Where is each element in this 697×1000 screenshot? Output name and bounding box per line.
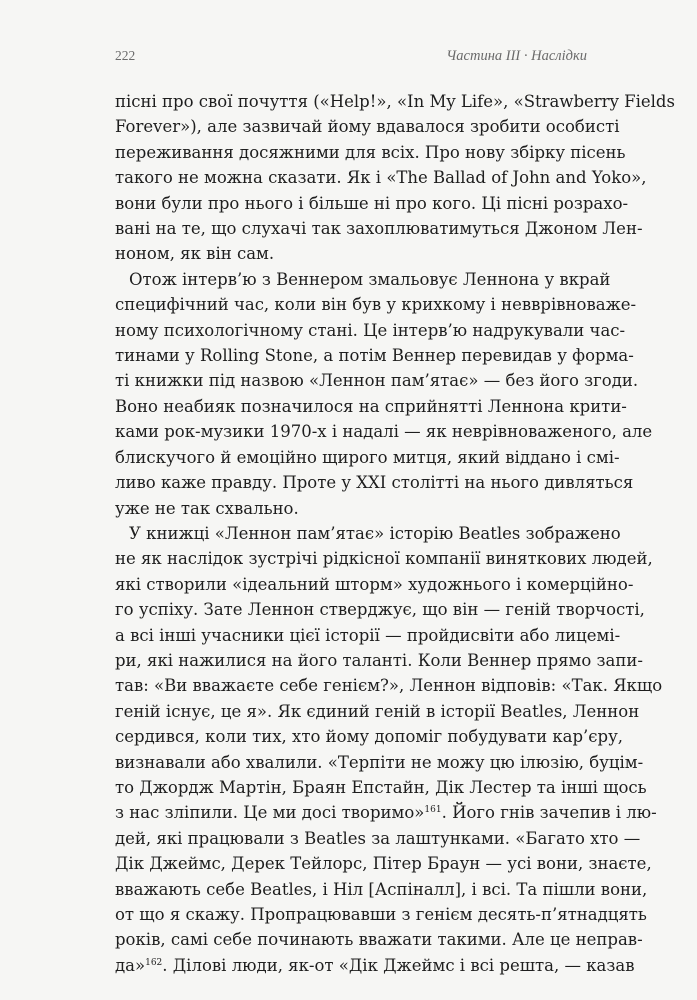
text-line: Дік Джеймс, Дерек Тейлорс, Пітер Браун — усі вони, знаєте, <box>115 854 652 874</box>
text-line: років, самі себе починають вважати такими. Але це неправ- <box>115 930 643 950</box>
text-line: сердився, коли тих, хто йому допоміг побудувати кар’єру, <box>115 727 624 747</box>
text-line: уже не так схвально. <box>115 498 299 518</box>
text-line: то Джордж Мартін, Браян Епстайн, Дік Лестер та інші щось <box>115 777 647 797</box>
text-fragment: . Ділові люди, як-от «Дік Джеймс і всі решта, — казав <box>162 955 635 975</box>
text-line: У книжці «Леннон пам’ятає» історію Beatles зображено <box>129 523 621 543</box>
text-line: геній існує, це я». Як єдиний геній в історії Beatles, Леннон <box>115 701 640 721</box>
text-line <box>115 800 657 825</box>
page-number: 222 <box>115 48 136 63</box>
text-line: от що я скажу. Пропрацювавши з генієм десять-п’ятнадцять <box>115 905 647 924</box>
text-line: Воно неабияк позначилося на сприйнятті Леннона крити- <box>115 396 627 416</box>
text-line: вони були про нього і більше ні про кого. Ці пісні розрахо- <box>115 193 629 213</box>
footnote-marker[interactable]: 161 <box>424 805 442 816</box>
page-header <box>115 48 587 65</box>
text-line: переживання досяжними для всіх. Про нову збірку пісень <box>115 142 626 162</box>
text-line: ті книжки під назвою «Леннон пам’ятає» — без його згоди. <box>115 371 639 391</box>
text-line: не як наслідок зустрічі рідкісної компанії виняткових людей, <box>115 549 653 569</box>
text-line: вважають себе Beatles, і Ніл [Аспіналл], і всі. Та пішли вони, <box>115 879 648 899</box>
text-line: тав: «Ви вважаєте себе генієм?», Леннон відповів: «Так. Якщо <box>115 676 663 696</box>
text-line: вані на те, що слухачі так захоплюватимуться Джоном Лен- <box>115 219 643 239</box>
text-line: пісні про свої почуття («Help!», «In My Life», «Strawberry Fields <box>115 92 675 111</box>
paragraph <box>115 267 653 521</box>
paragraph <box>115 521 663 978</box>
text-line <box>115 953 635 978</box>
text-line: ноном, як він сам. <box>115 244 275 264</box>
text-fragment: з нас зліпили. Це ми досі творимо» <box>115 803 425 823</box>
body-text <box>115 89 675 978</box>
text-line: які створили «ідеальний шторм» художнього і комерційно- <box>115 574 634 594</box>
text-line: дей, які працювали з Beatles за лаштунками. «Багато хто — <box>115 828 641 848</box>
text-line: ному психологічному стані. Це інтерв’ю надрукували час- <box>115 320 626 340</box>
paragraph <box>115 89 675 267</box>
text-line: Отож інтерв’ю з Веннером змальовує Леннона у вкрай <box>129 269 611 289</box>
text-line: а всі інші учасники цієї історії — пройдисвіти або лицемі- <box>115 625 621 645</box>
text-line: ри, які нажилися на його таланті. Коли Веннер прямо запи- <box>115 650 643 670</box>
text-line: го успіху. Зате Леннон стверджує, що він — геній творчості, <box>115 600 645 620</box>
text-line: Forever»), але зазвичай йому вдавалося зробити особисті <box>115 117 620 137</box>
running-head: Частина III · Наслідки <box>446 48 587 64</box>
text-line: тинами у Rolling Stone, а потім Веннер перевидав у форма- <box>115 346 634 366</box>
text-line: ками рок-музики 1970-х і надалі — як неврівноваженого, але <box>115 422 653 442</box>
text-line: такого не можна сказати. Як і «The Ballad of John and Yoko», <box>115 168 647 188</box>
text-line: визнавали або хвалили. «Терпіти не можу цю ілюзію, буцім- <box>115 752 644 772</box>
text-fragment: да» <box>115 955 146 975</box>
text-line: специфічний час, коли він був у крихкому і невврівноваже- <box>115 295 637 315</box>
footnote-marker[interactable]: 162 <box>145 957 163 968</box>
text-line: блискучого й емоційно щирого митця, який віддано і смі- <box>115 447 620 467</box>
text-fragment: . Його гнів зачепив і лю- <box>441 803 657 823</box>
text-line: ливо каже правду. Проте у XXI столітті на нього дивляться <box>115 473 634 493</box>
